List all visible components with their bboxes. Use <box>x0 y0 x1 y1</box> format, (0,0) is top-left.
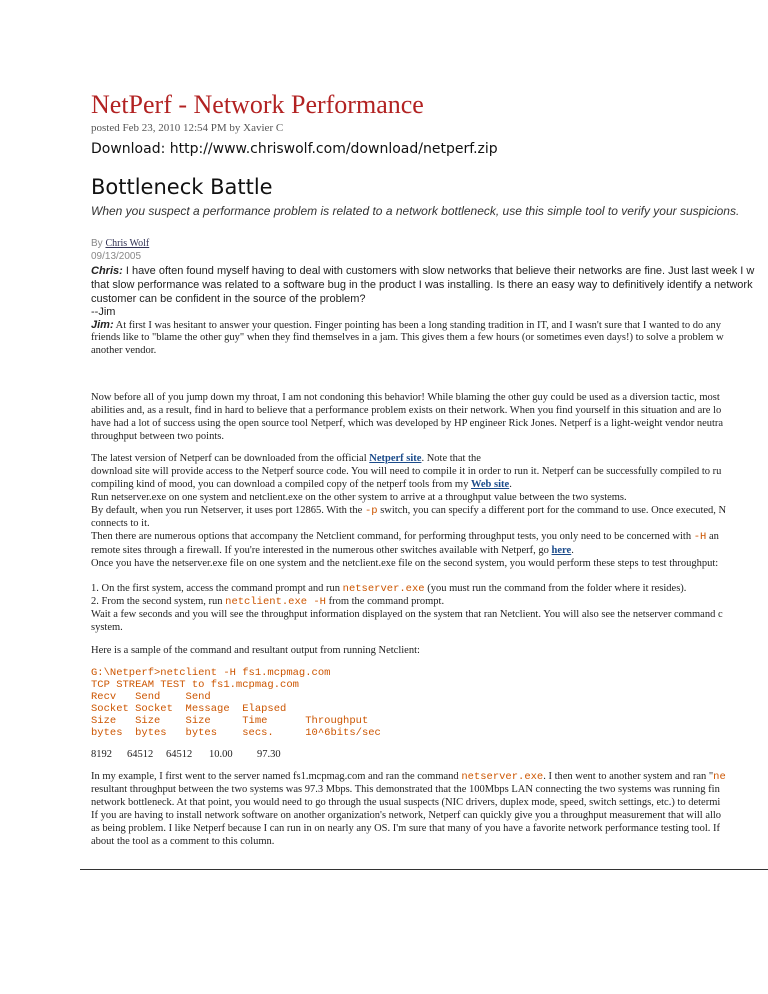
download-link[interactable]: Download: http://www.chriswolf.com/download/netperf.zip <box>91 141 498 157</box>
step-line <box>91 596 444 608</box>
text: . Note that the <box>421 453 481 464</box>
step-line: Wait a few seconds and you will see the throughput information displayed on the system that ran Netclient. You will also see the netserver command c <box>91 609 723 620</box>
code-line: Recv Send Send <box>91 691 211 703</box>
code-line: Size Size Size Time Throughput <box>91 715 369 727</box>
web-site-link[interactable]: Web site <box>470 479 510 490</box>
inline-code: netserver.exe <box>342 583 425 595</box>
question-signature: --Jim <box>91 306 116 318</box>
question-text: that slow performance was related to a software bug in the product I was installing. Is there an easy way to definitively identify a network <box>91 279 753 291</box>
article-heading: Bottleneck Battle <box>91 175 273 199</box>
text: By default, when you run Netserver, it uses port 12865. With the <box>91 505 365 516</box>
answer-text: friends like to "blame the other guy" when they find themselves in a jam. This gives them a few hours (or sometimes even days!) to solve a problem w <box>91 332 724 343</box>
question-text: customer can be confident in the source of the problem? <box>91 293 366 305</box>
text: . <box>571 545 574 556</box>
paragraph-line: network bottleneck. At that point, you would need to go through the usual suspects (NIC drivers, duplex mode, speed, switch settings, etc.) to determi <box>91 797 721 808</box>
inline-code: -p <box>364 505 378 517</box>
text: remote sites through a firewall. If you're interested in the numerous other switches available with Netperf, go <box>91 545 552 556</box>
inline-code: -H <box>693 531 707 543</box>
code-line: TCP STREAM TEST to fs1.mcpmag.com <box>91 679 299 691</box>
paragraph-line: abilities and, as a result, find in hard to believe that a performance problem exists on their network. When you find yourself in this situation and are lo <box>91 405 722 416</box>
answer-text: another vendor. <box>91 345 157 356</box>
text: . <box>509 479 512 490</box>
footer-divider <box>80 869 768 870</box>
text: 1. On the first system, access the command prompt and run <box>91 583 343 594</box>
question-line <box>91 279 753 291</box>
question-line <box>91 265 754 277</box>
paragraph-line <box>91 479 512 490</box>
code-line: G:\Netperf>netclient -H fs1.mcpmag.com <box>91 667 331 679</box>
paragraph-line: download site will provide access to the Netperf source code. You will need to compile it in order to run it. Netperf can be successfully compiled to ru <box>91 466 722 477</box>
text: 2. From the second system, run <box>91 596 226 607</box>
paragraph-line <box>91 505 726 517</box>
text: compiling kind of mood, you can download a compiled copy of the netperf tools from my <box>91 479 471 490</box>
paragraph-line: If you are having to install network software on another organization's network, Netperf can quickly give you a throughput measurement that will allo <box>91 810 722 821</box>
answer-text: At first I was hesitant to answer your question. Finger pointing has been a long standing tradition in IT, and I wasn't sure that I wanted to do any <box>113 320 721 331</box>
text: an <box>706 531 719 542</box>
paragraph-line: Now before all of you jump down my throat, I am not condoning this behavior! While blaming the other guy could be used as a diversion tactic, most <box>91 392 720 403</box>
code-line: bytes bytes bytes secs. 10^6bits/sec <box>91 727 381 739</box>
text: In my example, I first went to the server named fs1.mcpmag.com and ran the command <box>91 771 462 782</box>
page-title: NetPerf - Network Performance <box>91 90 424 119</box>
result-value: 8192 <box>91 749 112 760</box>
answer-line <box>91 345 156 356</box>
paragraph-line <box>91 771 726 783</box>
article-subheading: When you suspect a performance problem is related to a network bottleneck, use this simple tool to verify your suspicions. <box>91 204 740 218</box>
answer-line <box>91 319 721 331</box>
paragraph-line <box>91 531 719 543</box>
result-value: 64512 <box>127 749 154 760</box>
paragraph-line: resultant throughput between the two systems was 97.3 Mbps. This demonstrated that the 100Mbps LAN connecting the two systems was running fin <box>91 784 720 795</box>
post-meta: posted Feb 23, 2010 12:54 PM by Xavier C <box>91 122 284 134</box>
paragraph-line: throughput between two points. <box>91 431 224 442</box>
paragraph-line: about the tool as a comment to this column. <box>91 836 275 847</box>
text: Then there are numerous options that accompany the Netclient command, for performing throughput tests, you only need to be concerned with <box>91 531 694 542</box>
result-value: 64512 <box>166 749 193 760</box>
code-line: Socket Socket Message Elapsed <box>91 703 287 715</box>
text: . I then went to another system and ran " <box>543 771 714 782</box>
question-text: I have often found myself having to deal with customers with slow networks that believe their networks are fine. Just last week I w <box>122 265 755 277</box>
answer-speaker: Jim: <box>91 319 114 331</box>
text: switch, you can specify a different port for the command to use. Once executed, N <box>377 505 727 516</box>
here-link[interactable]: here <box>551 545 572 556</box>
text: (you must run the command from the folder where it resides). <box>424 583 687 594</box>
paragraph-line: Run netserver.exe on one system and netclient.exe on the other system to arrive at a throughput value between the two systems. <box>91 492 627 503</box>
paragraph-line: as being problem. I like Netperf because I can run in on nearly any OS. I'm sure that many of you have a favorite network performance testing tool. If <box>91 823 721 834</box>
text: The latest version of Netperf can be downloaded from the official <box>91 453 370 464</box>
question-line <box>91 306 115 318</box>
paragraph-line: connects to it. <box>91 518 150 529</box>
result-value: 97.30 <box>257 749 281 760</box>
article-date: 09/13/2005 <box>91 251 142 262</box>
paragraph-line <box>91 453 481 464</box>
inline-code: ne <box>713 771 726 783</box>
step-line <box>91 583 686 595</box>
inline-code: netclient.exe -H <box>225 596 326 608</box>
step-line: system. <box>91 622 123 633</box>
text: from the command prompt. <box>325 596 445 607</box>
sample-intro: Here is a sample of the command and resultant output from running Netclient: <box>91 645 420 656</box>
result-value: 10.00 <box>209 749 233 760</box>
by-label: By <box>91 238 106 249</box>
paragraph-line: have had a lot of success using the open source tool Netperf, which was developed by HP engineer Rick Jones. Netperf is a light-weight vendor neutra <box>91 418 724 429</box>
answer-line <box>91 332 724 343</box>
author-link[interactable]: Chris Wolf <box>105 238 150 249</box>
byline <box>91 238 149 249</box>
paragraph-line <box>91 545 574 556</box>
netperf-site-link[interactable]: Netperf site <box>369 453 422 464</box>
paragraph-line: Once you have the netserver.exe file on one system and the netclient.exe file on the second system, you would perform these steps to test throughput: <box>91 558 719 569</box>
question-line <box>91 293 366 305</box>
inline-code: netserver.exe <box>461 771 544 783</box>
question-speaker: Chris: <box>91 265 123 277</box>
